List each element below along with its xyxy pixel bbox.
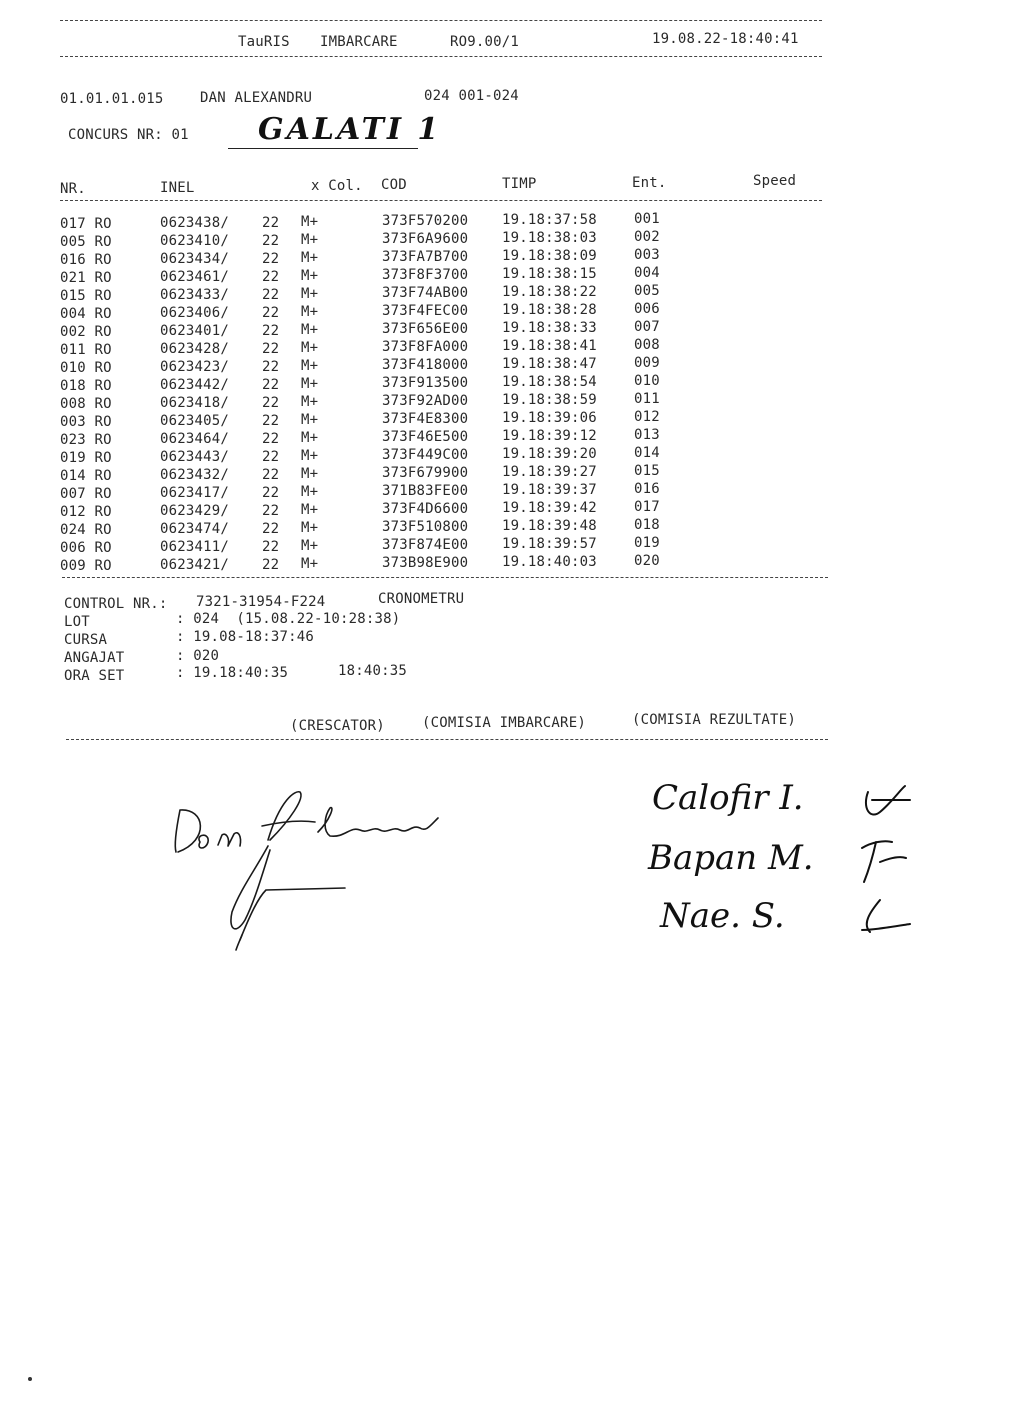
cell-cod: 373F46E500 [382,429,469,445]
cell-nr: 019 RO [60,450,112,466]
cell-cod: 373F449C00 [382,447,469,463]
control-value: 7321-31954-F224 [196,594,326,610]
cell-nr: 006 RO [60,540,112,556]
cell-timp: 19.18:38:09 [502,248,597,264]
cell-year: 22 [262,269,280,285]
cell-timp: 19.18:38:15 [502,266,597,282]
owner-name: DAN ALEXANDRU [200,90,313,106]
committee-signature-1: Calofir I. [652,778,804,818]
cell-nr: 008 RO [60,396,112,412]
cell-nr: 004 RO [60,306,112,322]
cell-ent: 014 [634,445,660,461]
cell-timp: 19.18:38:33 [502,320,597,336]
cell-cod: 373F8F3700 [382,267,469,283]
cell-nr: 014 RO [60,468,112,484]
cell-col: M+ [301,502,319,518]
cell-inel: 0623461/ [160,269,230,285]
cell-nr: 002 RO [60,324,112,340]
cell-year: 22 [262,323,280,339]
cell-cod: 373FA7B700 [382,249,469,265]
cell-timp: 19.18:38:41 [502,338,597,354]
cell-timp: 19.18:39:42 [502,500,597,516]
control-extra: CRONOMETRU [378,591,465,607]
cell-cod: 373F874E00 [382,537,469,553]
cell-year: 22 [262,377,280,393]
cell-ent: 010 [634,373,660,389]
cell-cod: 373F4E8300 [382,411,469,427]
cell-year: 22 [262,431,280,447]
cell-inel: 0623405/ [160,413,230,429]
contest-label: CONCURS NR: 01 [68,127,189,143]
cell-ent: 008 [634,337,660,353]
cell-year: 22 [262,359,280,375]
cell-inel: 0623401/ [160,323,230,339]
cell-nr: 016 RO [60,252,112,268]
cell-ent: 016 [634,481,660,497]
cell-cod: 373F570200 [382,213,469,229]
lot-label: LOT [64,614,90,630]
cell-nr: 024 RO [60,522,112,538]
cell-ent: 020 [634,553,660,569]
cell-col: M+ [301,430,319,446]
cell-year: 22 [262,521,280,537]
cell-year: 22 [262,503,280,519]
owner-id: 01.01.01.015 [60,91,164,107]
col-inel: INEL [160,180,195,196]
cell-col: M+ [301,232,319,248]
cell-cod: 373F679900 [382,465,469,481]
cell-inel: 0623438/ [160,215,230,231]
cell-nr: 003 RO [60,414,112,430]
cell-nr: 018 RO [60,378,112,394]
cell-col: M+ [301,268,319,284]
cell-inel: 0623410/ [160,233,230,249]
cell-cod: 373F74AB00 [382,285,469,301]
cell-timp: 19.18:39:27 [502,464,597,480]
cell-col: M+ [301,358,319,374]
cell-inel: 0623411/ [160,539,230,555]
cell-col: M+ [301,556,319,572]
cell-cod: 373F6A9600 [382,231,469,247]
caption-comisia-rezultate: (COMISIA REZULTATE) [632,712,796,728]
cell-timp: 19.18:38:22 [502,284,597,300]
col-timp: TIMP [502,176,537,192]
cell-year: 22 [262,251,280,267]
oraset-value: : 19.18:40:35 [176,665,289,681]
cell-ent: 013 [634,427,660,443]
col-nr: NR. [60,181,86,197]
cell-col: M+ [301,394,319,410]
cell-timp: 19.18:40:03 [502,554,597,570]
cell-col: M+ [301,376,319,392]
cell-col: M+ [301,322,319,338]
cell-cod: 373F4D6600 [382,501,469,517]
cell-inel: 0623434/ [160,251,230,267]
oraset-extra: 18:40:35 [338,663,408,679]
cell-inel: 0623417/ [160,485,230,501]
cell-inel: 0623418/ [160,395,230,411]
cell-year: 22 [262,557,280,573]
control-label: CONTROL NR.: [64,596,168,612]
cursa-value: : 19.08-18:37:46 [176,629,315,645]
cell-inel: 0623443/ [160,449,230,465]
cell-year: 22 [262,395,280,411]
cell-inel: 0623433/ [160,287,230,303]
cell-nr: 009 RO [60,558,112,574]
cell-inel: 0623474/ [160,521,230,537]
print-datetime: 19.08.22-18:40:41 [652,31,799,47]
cell-ent: 009 [634,355,660,371]
cell-col: M+ [301,340,319,356]
cell-year: 22 [262,449,280,465]
cell-col: M+ [301,448,319,464]
cell-timp: 19.18:39:06 [502,410,597,426]
cell-ent: 006 [634,301,660,317]
system-name: TauRIS [238,34,290,50]
cell-timp: 19.18:39:37 [502,482,597,498]
cell-nr: 010 RO [60,360,112,376]
col-ent: Ent. [632,175,667,191]
cell-ent: 017 [634,499,660,515]
cell-col: M+ [301,520,319,536]
cell-timp: 19.18:38:54 [502,374,597,390]
angajat-value: : 020 [176,648,220,664]
cell-cod: 373B98E900 [382,555,469,571]
cell-cod: 373F913500 [382,375,469,391]
cell-timp: 19.18:39:20 [502,446,597,462]
cell-cod: 373F510800 [382,519,469,535]
cursa-label: CURSA [64,632,108,648]
cell-inel: 0623464/ [160,431,230,447]
cell-inel: 0623428/ [160,341,230,357]
cell-inel: 0623421/ [160,557,230,573]
cell-nr: 023 RO [60,432,112,448]
cell-ent: 001 [634,211,660,227]
cell-ent: 015 [634,463,660,479]
cell-timp: 19.18:38:03 [502,230,597,246]
cell-timp: 19.18:38:59 [502,392,597,408]
cell-cod: 373F4FEC00 [382,303,469,319]
committee-signature-2: Bapan M. [648,838,814,878]
cell-cod: 373F418000 [382,357,469,373]
cell-ent: 002 [634,229,660,245]
cell-year: 22 [262,467,280,483]
cell-year: 22 [262,305,280,321]
cell-timp: 19.18:38:47 [502,356,597,372]
cell-timp: 19.18:38:28 [502,302,597,318]
cell-ent: 012 [634,409,660,425]
cell-year: 22 [262,341,280,357]
cell-col: M+ [301,286,319,302]
cell-col: M+ [301,466,319,482]
cell-nr: 012 RO [60,504,112,520]
cell-nr: 021 RO [60,270,112,286]
cell-ent: 018 [634,517,660,533]
col-xcol: x Col. [311,178,363,194]
oraset-label: ORA SET [64,668,125,684]
scan-speck [28,1377,32,1381]
cell-ent: 011 [634,391,660,407]
cell-nr: 011 RO [60,342,112,358]
ring-range: 024 001-024 [424,88,519,104]
cell-timp: 19.18:39:48 [502,518,597,534]
cell-nr: 017 RO [60,216,112,232]
col-cod: COD [381,177,407,193]
cell-col: M+ [301,484,319,500]
cell-inel: 0623432/ [160,467,230,483]
cell-ent: 003 [634,247,660,263]
cell-col: M+ [301,250,319,266]
cell-col: M+ [301,304,319,320]
cell-year: 22 [262,215,280,231]
committee-signature-3: Nae. S. [660,896,785,936]
cell-col: M+ [301,412,319,428]
cell-timp: 19.18:39:12 [502,428,597,444]
caption-crescator: (CRESCATOR) [290,718,385,734]
cell-cod: 371B83FE00 [382,483,469,499]
cell-ent: 005 [634,283,660,299]
col-speed: Speed [753,173,797,189]
caption-comisia-imbarcare: (COMISIA IMBARCARE) [422,715,586,731]
cell-year: 22 [262,287,280,303]
angajat-label: ANGAJAT [64,650,125,666]
document-code: RO9.00/1 [450,34,520,50]
cell-year: 22 [262,485,280,501]
cell-nr: 015 RO [60,288,112,304]
contest-handwritten-name: GALATI 1 [258,112,442,147]
cell-col: M+ [301,538,319,554]
lot-value: : 024 (15.08.22-10:28:38) [176,611,401,627]
cell-inel: 0623406/ [160,305,230,321]
cell-year: 22 [262,413,280,429]
cell-inel: 0623423/ [160,359,230,375]
cell-ent: 004 [634,265,660,281]
document-type: IMBARCARE [320,34,398,50]
cell-ent: 007 [634,319,660,335]
cell-cod: 373F8FA000 [382,339,469,355]
cell-year: 22 [262,233,280,249]
cell-nr: 007 RO [60,486,112,502]
cell-nr: 005 RO [60,234,112,250]
cell-cod: 373F92AD00 [382,393,469,409]
cell-timp: 19.18:37:58 [502,212,597,228]
cell-year: 22 [262,539,280,555]
cell-inel: 0623429/ [160,503,230,519]
cell-ent: 019 [634,535,660,551]
cell-inel: 0623442/ [160,377,230,393]
cell-timp: 19.18:39:57 [502,536,597,552]
cell-cod: 373F656E00 [382,321,469,337]
cell-col: M+ [301,214,319,230]
